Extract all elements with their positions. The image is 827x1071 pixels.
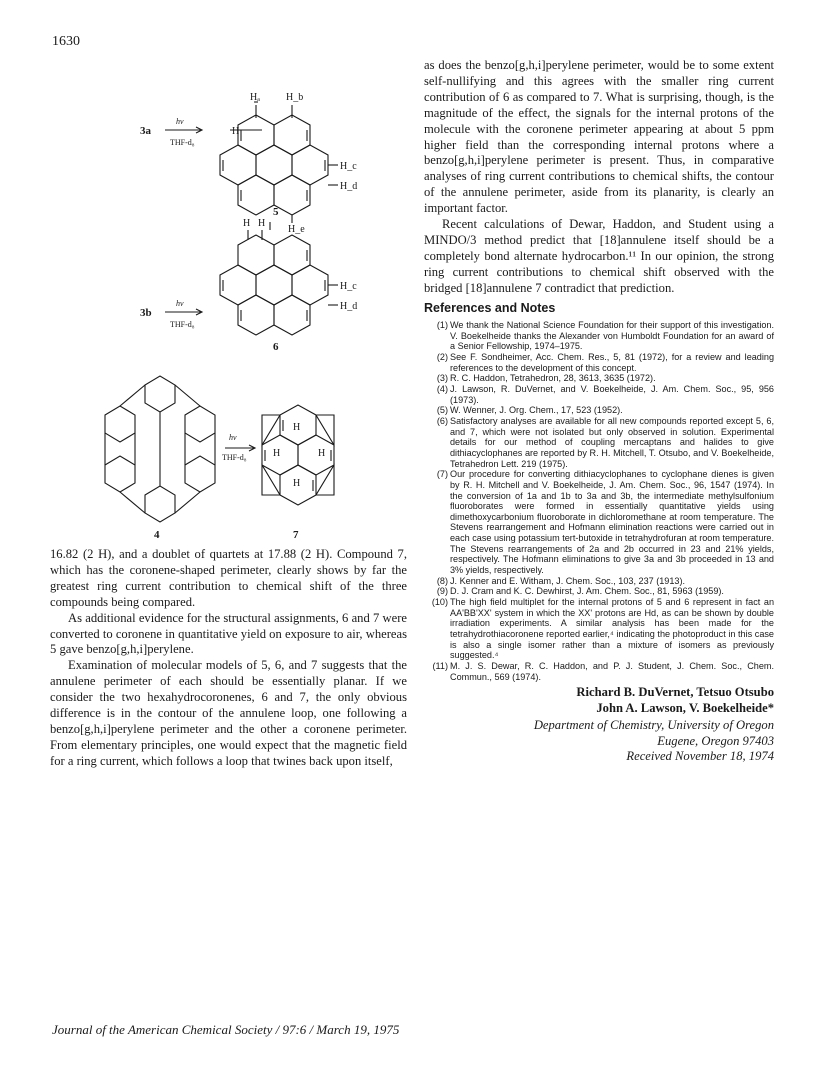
reference-item	[424, 320, 774, 352]
reference-text: Satisfactory analyses are available for all new compounds reported except 5, 6, and 7, which were not isolated but only observed in solution. Experimental details for our method of coupling mercaptans and halides to give dithiacyclophanes are reported by R. H. Mitchell, T. Otsubo, and V. Boekelheide, Tetrahedron Lett. 219 (1975).	[450, 415, 774, 469]
reference-item	[424, 405, 774, 416]
reference-item	[424, 576, 774, 587]
arrow-bottom-1: THF-d₈	[170, 138, 195, 147]
reference-item	[424, 384, 774, 405]
author-line-1: Richard B. DuVernet, Tetsuo Otsubo	[576, 685, 774, 699]
h-7d: H	[293, 478, 301, 489]
reaction-scheme	[0, 50, 420, 540]
reference-text: M. J. S. Dewar, R. C. Haddon, and P. J. Student, J. Chem. Soc., Chem. Commun., 569 (1974).	[450, 661, 774, 682]
reference-text: Our procedure for converting dithiacyclophanes to cyclophane dienes is given by R. H. Mitchell and V. Boekelheide, J. Am. Chem. Soc., 96, 1547 (1974). In the conversion of 1a and 1b to 3a and 3b, the intermediate methylsulfonium fluoroborates were formed in essentially quantitative yields using dimethoxycarbonium fluoroborate in dichloromethane at room temperature. The Stevens rearrangement and Hofmann elimination reactions were carried out in each case using potassium tert-butoxide in tetrahydrofuran at room temperature. The Stevens rearrangements of 2a and 2b occurred in 23 and 21% yields, respectively. The Hofmann eliminations to give 3a and 3b proceeded in 13 and 3% yields, respectively.	[450, 469, 775, 576]
h-c-5: H_c	[340, 161, 357, 172]
reference-item	[424, 597, 774, 661]
reference-text: J. Kenner and E. Witham, J. Chem. Soc., 103, 237 (1913).	[450, 575, 686, 586]
reference-number: (10)	[431, 597, 448, 608]
reference-text: R. C. Haddon, Tetrahedron, 28, 3613, 3635 (1972).	[450, 373, 656, 384]
received-date: Received November 18, 1974	[626, 749, 774, 763]
right-column	[424, 58, 774, 297]
h-c-6: H_c	[340, 281, 357, 292]
reference-text: J. Lawson, R. DuVernet, and V. Boekelheide, J. Am. Chem. Soc., 95, 956 (1973).	[450, 383, 774, 405]
h-6a: H	[243, 218, 251, 229]
reference-number: (8)	[436, 575, 448, 586]
h-7b: H	[273, 448, 281, 459]
arrow-top-3: hν	[229, 433, 237, 442]
references-list	[424, 320, 774, 682]
affiliation-block	[424, 718, 774, 765]
label-7: 7	[293, 529, 299, 540]
author-line-2: John A. Lawson, V. Boekelheide*	[596, 700, 774, 715]
journal-footer: Journal of the American Chemical Society / 97:6 / March 19, 1975	[52, 1022, 400, 1037]
h-5: H	[232, 126, 240, 137]
reference-item	[424, 586, 774, 597]
h-7a: H	[293, 422, 301, 433]
label-6: 6	[273, 341, 279, 353]
reference-text: See F. Sondheimer, Acc. Chem. Res., 5, 81 (1972), for a review and leading references to the development of this concept.	[450, 351, 774, 373]
reference-item	[424, 352, 774, 373]
right-paragraph-2: Recent calculations of Dewar, Haddon, and Student using a MINDO/3 method predict that [18]annulene itself should be a completely bond alternate hydrocarbon.¹¹ In our opinion, the strong ring current contributions to chemical shift observed with the bridged [18]annulene 7 contradict that prediction.	[424, 217, 774, 295]
reference-number: (9)	[436, 586, 448, 597]
label-5: 5	[273, 206, 279, 218]
reference-item	[424, 469, 774, 576]
reference-number: (5)	[436, 405, 448, 416]
page-number: 1630	[52, 34, 80, 49]
label-4: 4	[154, 529, 160, 540]
arrow-top-2: hν	[176, 299, 184, 308]
affiliation-department: Department of Chemistry, University of Oregon	[533, 718, 774, 732]
reference-text: D. J. Cram and K. C. Dewhirst, J. Am. Chem. Soc., 81, 5963 (1959).	[450, 586, 724, 597]
arrow-top-1: hν	[176, 117, 184, 126]
reference-number: (3)	[436, 373, 448, 384]
h-b-5: H_b	[286, 92, 304, 103]
arrow-bottom-2: THF-d₈	[170, 320, 195, 329]
reference-item	[424, 661, 774, 682]
label-3a: 3a	[140, 125, 151, 137]
author-block	[424, 685, 774, 716]
reference-number: (4)	[436, 383, 448, 394]
reference-text: We thank the National Science Foundation for their support of this investigation. V. Boekelheide thanks the Alexander von Humboldt Foundation for an award of a Senior Fellowship, 1974–1975.	[450, 320, 774, 352]
h-e-5: H_e	[288, 224, 305, 235]
h-7c: H	[318, 448, 326, 459]
left-paragraph-1: 16.82 (2 H), and a doublet of quartets at 17.88 (2 H). Compound 7, which has the coronene-shaped perimeter, clearly shows by far the greatest ring current contribution to chemical shift of the three compounds being compared.	[50, 547, 407, 609]
reference-number: (7)	[436, 469, 448, 480]
arrow-bottom-3: THF-d₈	[222, 453, 247, 462]
reference-number: (2)	[436, 351, 448, 362]
left-column	[50, 547, 407, 770]
reference-item	[424, 416, 774, 469]
reference-number: (6)	[436, 415, 448, 426]
h-6b: H	[258, 218, 266, 229]
h-d-5: H_d	[340, 181, 358, 192]
reference-number: (11)	[432, 661, 448, 671]
left-paragraph-2: As additional evidence for the structural assignments, 6 and 7 were converted to coronene in quantitative yield on exposure to air, whereas 5 gave benzo[g,h,i]perylene.	[50, 610, 407, 657]
h-a-5: Hₐ	[250, 92, 260, 103]
reference-text: The high field multiplet for the internal protons of 5 and 6 represent in fact an AA'BB'XX' system in which the XX' protons are Hd, as can be shown by double irradiation experiments. A similar analysis has been made for the tetrahydrothiacoronene reported earlier,⁴ indicating the photoproduct in this case is also a single isomer rather than a mixture of isomers as previously suggested.⁴	[450, 597, 774, 661]
left-paragraph-3: Examination of molecular models of 5, 6, and 7 suggests that the annulene perimeter of each should be essentially planar. If we consider the two hexahydrocoronenes, 6 and 7, the only obvious difference is in the contour of the annulene loop, one following a benzo[g,h,i]perylene perimeter and the other a coronene perimeter. From elementary principles, one would expect that the magnetic field for a ring current, which follows a loop that twines back upon itself,	[50, 658, 407, 768]
h-d-6: H_d	[340, 301, 358, 312]
right-paragraph-1: as does the benzo[g,h,i]perylene perimeter, would be to some extent self-nullifying and this agrees with the smaller ring current contribution of 6 as compared to 7. What is surprising, though, is the magnitude of the effect, the signals for the internal protons of the molecule with the coronene perimeter appearing at about 5 ppm higher field than the corresponding internal protons where a benzo[g,h,i]perylene perimeter is present. Thus, in comparative analyses of ring current contributions to chemical shifts, the contour of the annulene perimeter, aside from its planarity, is clearly an important factor.	[424, 58, 774, 216]
structure-4	[105, 376, 255, 522]
affiliation-city: Eugene, Oregon 97403	[657, 733, 774, 748]
label-3b: 3b	[140, 307, 152, 319]
reference-number: (1)	[436, 320, 448, 330]
references-heading: References and Notes	[424, 301, 556, 315]
structure-5	[165, 102, 338, 230]
reference-text: W. Wenner, J. Org. Chem., 17, 523 (1952).	[450, 405, 623, 416]
reference-item	[424, 373, 774, 384]
